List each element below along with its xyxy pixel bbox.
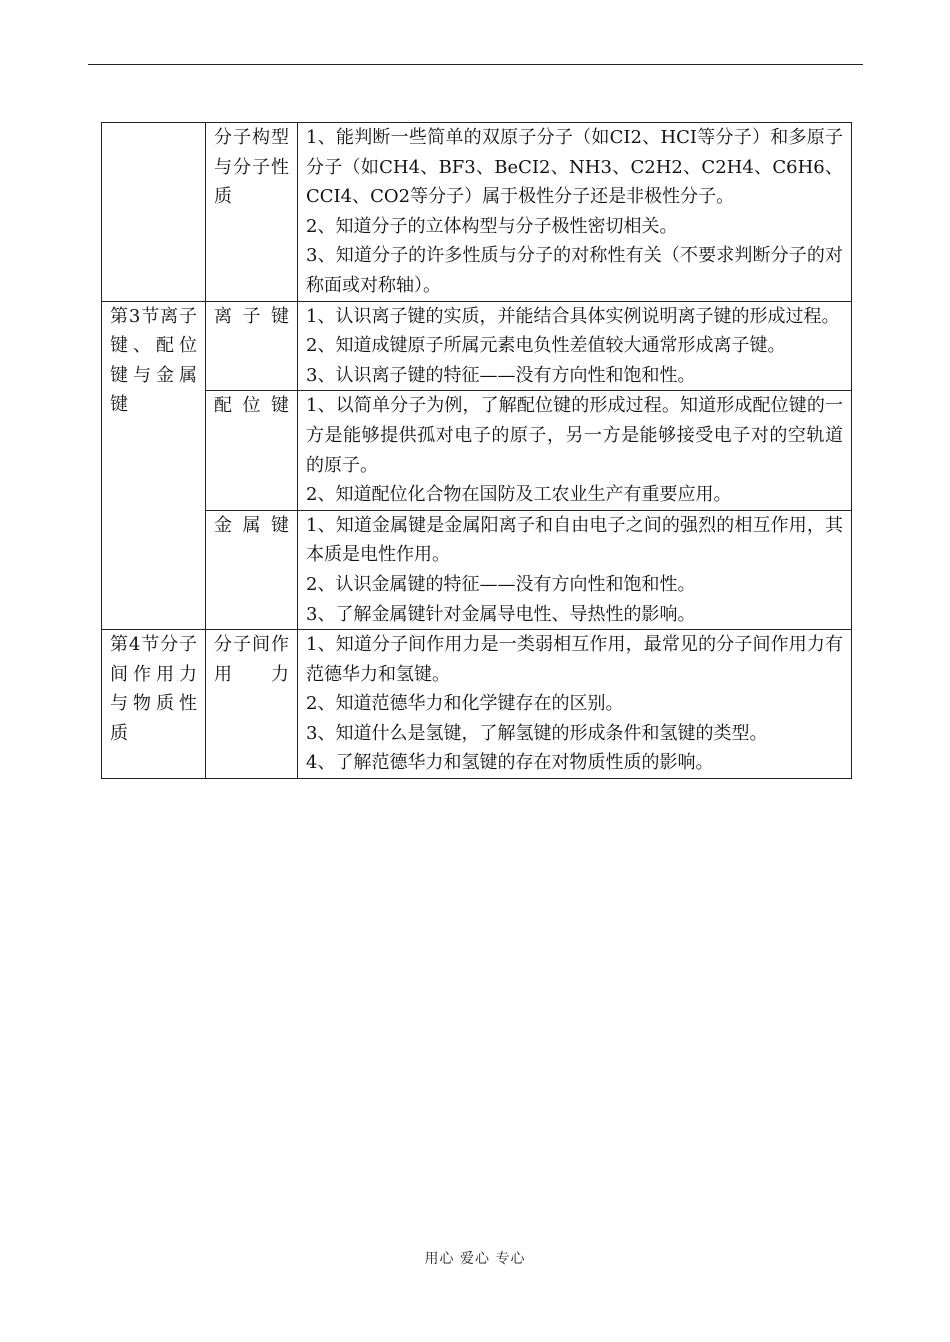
requirements-cell xyxy=(298,630,852,779)
topic-cell: 分子构型与分子性质 xyxy=(206,123,298,302)
section-cell: 第3节离子键、配位键与金属键 xyxy=(102,301,206,630)
table-row xyxy=(102,123,852,302)
requirement-item: 4、了解范德华力和氢键的存在对物质性质的影响。 xyxy=(306,752,714,774)
table-row xyxy=(102,301,852,391)
table-row xyxy=(102,630,852,779)
requirement-item: 1、能判断一些简单的双原子分子（如CI2、HCI等分子）和多原子分子（如CH4、BF3、BeCI2、NH3、C2H2、C2H4、C6H6、CCI4、CO2等分子）属于极性分子还是非极性分子。 xyxy=(306,127,843,208)
header-rule xyxy=(88,64,863,65)
requirement-item: 1、知道分子间作用力是一类弱相互作用，最常见的分子间作用力有范德华力和氢键。 xyxy=(306,634,843,685)
requirements-cell xyxy=(298,510,852,629)
table-row xyxy=(102,510,852,629)
requirement-item: 3、知道什么是氢键，了解氢键的形成条件和氢键的类型。 xyxy=(306,722,768,744)
requirement-item: 1、知道金属键是金属阳离子和自由电子之间的强烈的相互作用，其本质是电性作用。 xyxy=(306,514,843,566)
topic-cell: 离子键 xyxy=(206,301,298,391)
topic-cell: 配位键 xyxy=(206,391,298,510)
topic-cell: 分子间作用力 xyxy=(206,630,298,779)
requirement-item: 2、认识金属键的特征——没有方向性和饱和性。 xyxy=(306,573,696,595)
requirement-item: 2、知道成键原子所属元素电负性差值较大通常形成离子键。 xyxy=(306,335,786,357)
requirements-cell xyxy=(298,391,852,510)
requirement-item: 1、认识离子键的实质，并能结合具体实例说明离子键的形成过程。 xyxy=(306,305,840,327)
requirement-item: 2、知道配位化合物在国防及工农业生产有重要应用。 xyxy=(306,484,732,506)
requirement-item: 1、以简单分子为例，了解配位键的形成过程。知道形成配位键的一方是能够提供孤对电子的原子，另一方是能够接受电子对的空轨道的原子。 xyxy=(306,395,843,476)
page-footer: 用心 爱心 专心 xyxy=(424,1251,526,1267)
requirement-item: 2、知道范德华力和化学键存在的区别。 xyxy=(306,693,624,715)
requirement-item: 3、知道分子的许多性质与分子的对称性有关（不要求判断分子的对称面或对称轴）。 xyxy=(306,245,843,296)
requirement-item: 2、知道分子的立体构型与分子极性密切相关。 xyxy=(306,215,678,237)
table-row xyxy=(102,391,852,510)
requirements-cell xyxy=(298,301,852,391)
section-cell: 第4节分子间作用力与物质性质 xyxy=(102,630,206,779)
syllabus-table xyxy=(101,122,852,779)
topic-cell: 金属键 xyxy=(206,510,298,629)
requirement-item: 3、认识离子键的特征——没有方向性和饱和性。 xyxy=(306,364,696,386)
requirements-cell xyxy=(298,123,852,302)
section-cell xyxy=(102,123,206,302)
requirement-item: 3、了解金属键针对金属导电性、导热性的影响。 xyxy=(306,603,696,625)
